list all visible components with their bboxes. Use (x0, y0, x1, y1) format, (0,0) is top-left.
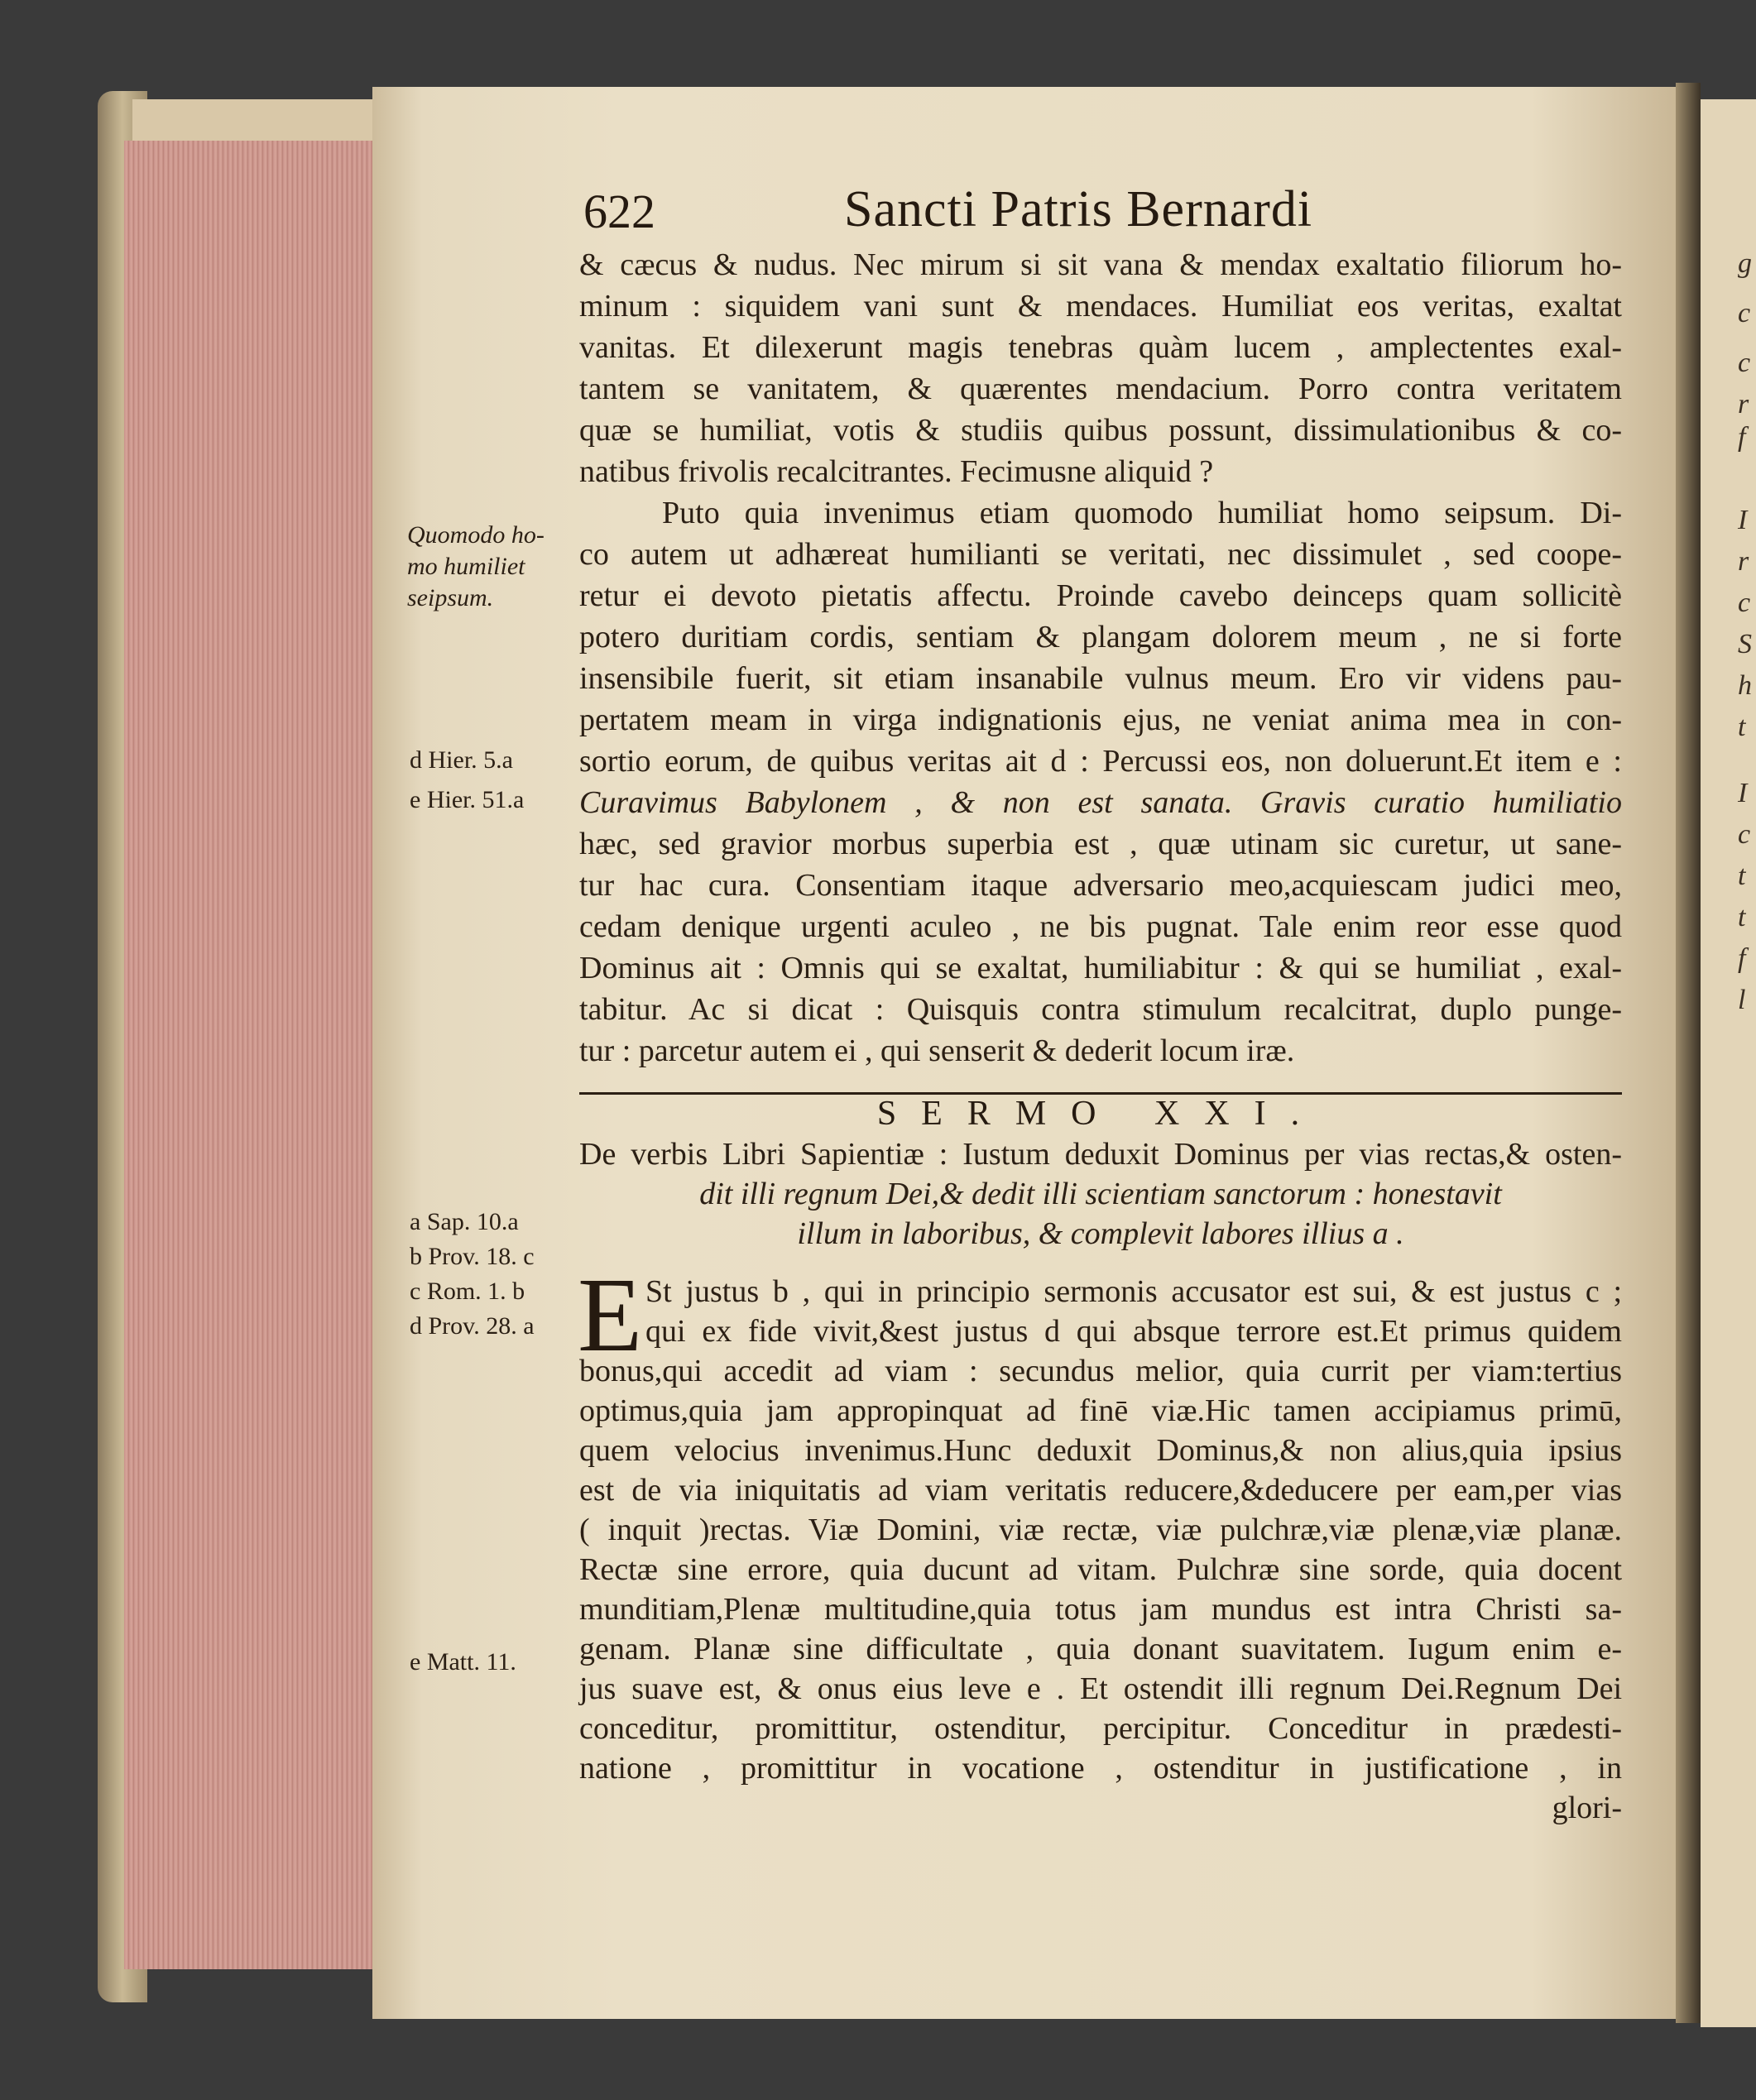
margin-note-hier-e: e Hier. 51.a (410, 786, 525, 813)
heading-line: dit illi regnum Dei,& dedit illi scientiam sanctorum : honestavit (699, 1177, 1502, 1211)
text-line: Rectæ sine errore, quia ducunt ad vitam. Pulchræ sine sorde, quia docent (579, 1552, 1622, 1587)
text-line: tur : parcetur autem ei , qui senserit & dederit locum iræ. (579, 1033, 1295, 1068)
right-page-letter: t (1738, 712, 1746, 742)
right-page-letter: c (1738, 348, 1751, 378)
margin-note-prov18: b Prov. 18. c (410, 1243, 535, 1270)
text-line: Dominus ait : Omnis qui se exaltat, humiliabitur : & qui se humiliat , exal- (579, 951, 1622, 985)
margin-note-quomodo: Quomodo ho- (407, 521, 545, 549)
text-line: quem velocius invenimus.Hunc deduxit Dominus,& non alius,quia ipsius (579, 1433, 1622, 1468)
book-gutter (1676, 83, 1701, 2023)
right-page-letter: r (1738, 546, 1749, 577)
text-line: qui ex fide vivit,&est justus d qui absque terrore est.Et primus quidem (645, 1314, 1622, 1349)
text-line: optimus,quia jam appropinquat ad finē viæ.Hic tamen accipiamus primū, (579, 1393, 1622, 1428)
text-line: retur ei devoto pietatis affectu. Proinde cavebo deinceps quam sollicitè (579, 578, 1622, 613)
text-line: tur hac cura. Consentiam itaque adversario meo,acquiescam judici meo, (579, 868, 1622, 903)
right-page-letter: l (1738, 985, 1746, 1015)
text-line: potero duritiam cordis, sentiam & plangam dolorem meum , ne si forte (579, 620, 1622, 654)
right-page-letter: I (1738, 505, 1748, 535)
right-page-letter: I (1738, 778, 1748, 808)
text-line: quæ se humiliat, votis & studiis quibus possunt, dissimulationibus & co- (579, 413, 1622, 448)
text-line: cedam denique urgenti aculeo , ne bis pugnat. Tale enim reor esse quod (579, 909, 1622, 944)
text-line: natibus frivolis recalcitrantes. Fecimusne aliquid ? (579, 454, 1214, 489)
text-line: ( inquit )rectas. Viæ Domini, viæ rectæ, viæ pulchræ,viæ plenæ,viæ planæ. (579, 1513, 1622, 1547)
text-line: tabitur. Ac si dicat : Quisquis contra stimulum recalcitrat, duplo punge- (579, 992, 1622, 1027)
text-line: bonus,qui accedit ad viam : secundus melior, quia currit per viam:tertius (579, 1354, 1622, 1388)
right-page-letter: g (1738, 248, 1752, 279)
heading-line: De verbis Libri Sapientiæ : Iustum deduxit Dominus per vias rectas,& osten- (579, 1137, 1622, 1172)
right-page-letter: S (1738, 629, 1752, 659)
text-line: sortio eorum, de quibus veritas ait d : Percussi eos, non doluerunt.Et item e : (579, 744, 1622, 779)
right-page-letter: h (1738, 670, 1752, 701)
text-line: conceditur, promittitur, ostenditur, percipitur. Conceditur in prædesti- (579, 1711, 1622, 1746)
text-line: insensibile fuerit, sit etiam insanabile vulnus meum. Ero vir videns pau- (579, 661, 1622, 696)
sermon-title: SERMO XXI. (876, 1095, 1325, 1133)
text-line: munditiam,Plenæ multitudine,quia totus jam mundus est intra Christi sa- (579, 1592, 1622, 1627)
text-line: co autem ut adhæreat humilianti se veritati, nec dissimulet , sed coope- (579, 537, 1622, 572)
page-number: 622 (583, 185, 655, 238)
right-page-letter: f (1738, 422, 1746, 453)
right-page-letter: t (1738, 861, 1746, 891)
drop-cap: E (578, 1256, 643, 1374)
margin-note-prov28: d Prov. 28. a (410, 1312, 535, 1340)
right-page-letter: c (1738, 819, 1751, 850)
text-line: vanitas. Et dilexerunt magis tenebras quàm lucem , amplectentes exal- (579, 330, 1622, 365)
right-page-letter: r (1738, 389, 1749, 420)
text-line: Puto quia invenimus etiam quomodo humiliat homo seipsum. Di- (662, 496, 1622, 530)
margin-note-sap: a Sap. 10.a (410, 1208, 519, 1235)
text-line: pertatem meam in virga indignationis ejus, ne veniat anima mea in con- (579, 702, 1622, 737)
right-page-letter: c (1738, 298, 1751, 328)
text-line: natione , promittitur in vocatione , ostenditur in justificatione , in (579, 1751, 1622, 1786)
catchword: glori- (1552, 1791, 1622, 1825)
margin-note-quomodo: mo humiliet (407, 553, 525, 580)
right-page-letter: f (1738, 943, 1746, 974)
text-line: & cæcus & nudus. Nec mirum si sit vana & mendax exaltatio filiorum ho- (579, 247, 1622, 282)
running-head-title: Sancti Patris Bernardi (844, 181, 1313, 237)
margin-note-hier-d: d Hier. 5.a (410, 746, 513, 774)
text-line: minum : siquidem vani sunt & mendaces. Humiliat eos veritas, exaltat (579, 289, 1622, 324)
page-block-edge (124, 141, 372, 1969)
text-line: St justus b , qui in principio sermonis accusator est sui, & est justus c ; (645, 1274, 1622, 1309)
text-line: genam. Planæ sine difficultate , quia donant suavitatem. Iugum enim e- (579, 1632, 1622, 1666)
text-line: jus suave est, & onus eius leve e . Et ostendit illi regnum Dei.Regnum Dei (579, 1671, 1622, 1706)
text-line: Curavimus Babylonem , & non est sanata. Gravis curatio humiliatio (579, 785, 1622, 820)
heading-line: illum in laboribus, & complevit labores illius a . (797, 1216, 1404, 1251)
margin-note-rom: c Rom. 1. b (410, 1278, 525, 1305)
right-page-letter: t (1738, 902, 1746, 933)
text-line: tantem se vanitatem, & quærentes mendacium. Porro contra veritatem (579, 372, 1622, 406)
text-line: est de via iniquitatis ad viam veritatis reducere,&deducere per eam,per vias (579, 1473, 1622, 1508)
margin-note-quomodo: seipsum. (407, 584, 494, 611)
right-page-letter: c (1738, 587, 1751, 618)
text-line: hæc, sed gravior morbus superbia est , quæ utinam sic curetur, ut sane- (579, 827, 1622, 861)
margin-note-matt: e Matt. 11. (410, 1648, 516, 1676)
